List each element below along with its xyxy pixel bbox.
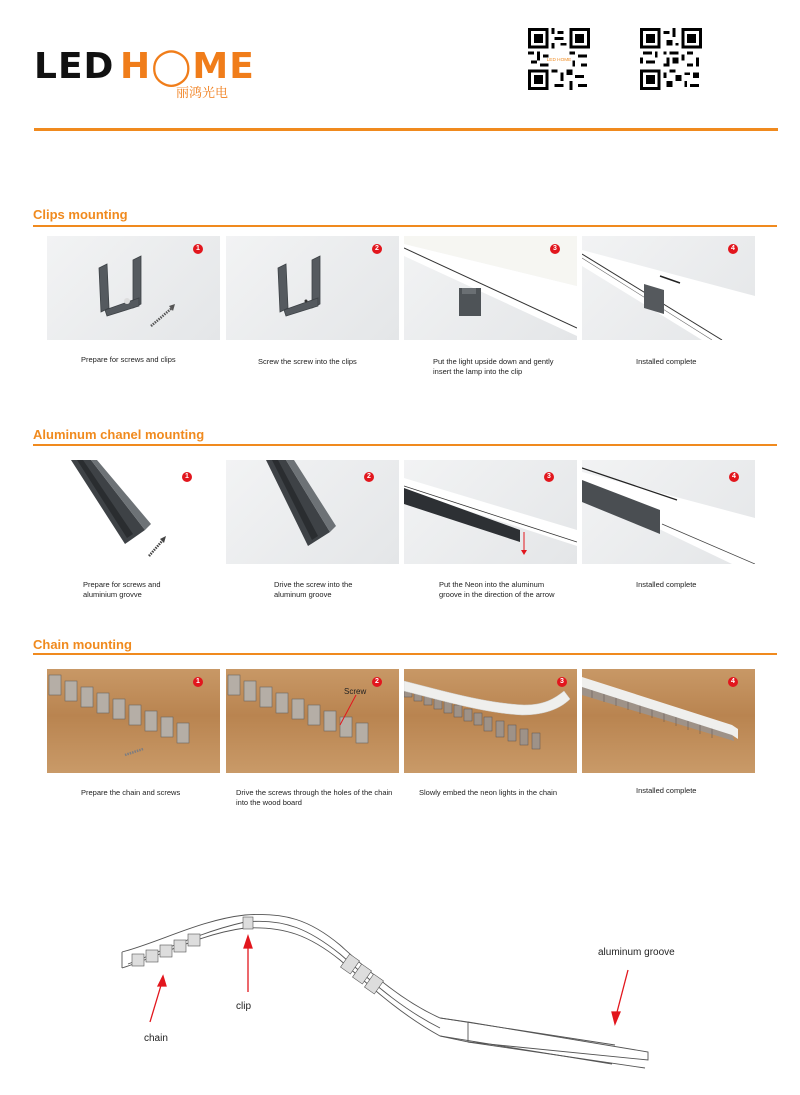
section-divider [33,444,777,446]
aluminum-step-4-image [582,460,755,564]
step-number-badge: 2 [364,472,374,482]
step-caption: Screw the screw into the clips [258,357,357,366]
step-number-badge: 3 [557,677,567,687]
logo-chinese-subtitle: 丽鸿光电 [176,86,229,101]
chain-step-4-image [582,669,755,773]
qr-code-with-logo [528,28,590,90]
step-caption: Installed complete [636,786,697,795]
step-number-badge: 2 [372,677,382,687]
step-caption: Slowly embed the neon lights in the chain [419,788,558,797]
step-caption: Installed complete [636,357,697,366]
aluminum-step-1-image [47,460,220,564]
step-caption: Prepare the chain and screws [81,788,181,797]
brand-logo [34,38,254,108]
step-number-badge: 1 [193,677,203,687]
step-number-badge: 3 [544,472,554,482]
diagram-label-aluminum-groove: aluminum groove [598,947,675,958]
step-caption: Prepare for screws and clips [81,355,176,364]
screw-annotation: Screw [344,687,367,696]
clips-step-3-image [404,236,577,340]
step-caption: Put the Neon into the aluminum groove in the direction of the arrow [439,580,555,599]
section-title-aluminum: Aluminum chanel mounting [33,427,205,442]
chain-step-2-image [226,669,399,773]
qr-code-plain [640,28,702,90]
logo-text-home: H◯ME [120,46,255,87]
clips-step-1-image [47,236,220,340]
clips-step-4-image [582,236,755,340]
clips-step-2-image [226,236,399,340]
section-title-chain: Chain mounting [33,637,132,652]
step-number-badge: 1 [182,472,192,482]
step-caption: Prepare for screws and aluminium grovve [83,580,161,599]
step-number-badge: 4 [728,677,738,687]
step-number-badge: 2 [372,244,382,254]
installation-diagram [100,890,750,1090]
step-caption: Installed complete [636,580,697,589]
aluminum-step-3-image [404,460,577,564]
chain-step-3-image [404,669,577,773]
step-caption: Put the light upside down and gently insert the lamp into the clip [433,357,554,376]
section-divider [33,225,777,227]
step-number-badge: 3 [550,244,560,254]
section-title-clips: Clips mounting [33,207,128,222]
diagram-label-chain: chain [144,1033,168,1044]
diagram-label-clip: clip [236,1001,252,1012]
step-number-badge: 1 [193,244,203,254]
diagram-illustration [100,890,750,1090]
svg-text:LED HOME: LED HOME [546,58,572,64]
section-divider [33,653,777,655]
chain-step-1-image [47,669,220,773]
step-number-badge: 4 [728,244,738,254]
step-caption: Drive the screws through the holes of the chain into the wood board [236,788,393,807]
step-number-badge: 4 [729,472,739,482]
step-caption: Drive the screw into the aluminum groove [274,580,353,599]
logo-text-led: LED [34,46,115,87]
aluminum-step-2-image [226,460,399,564]
header-divider [34,128,778,131]
